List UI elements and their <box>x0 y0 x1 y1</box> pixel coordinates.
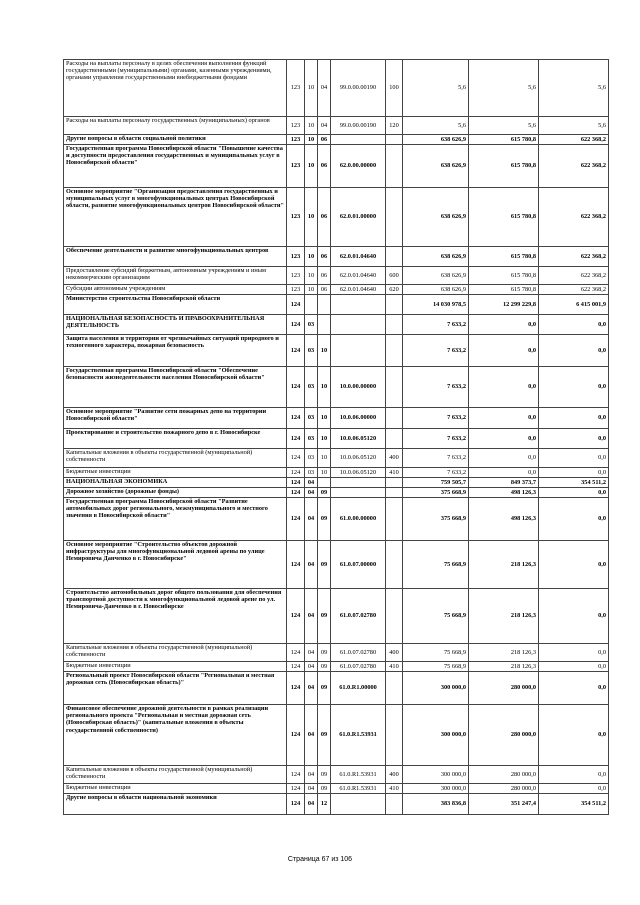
row-name: Капитальные вложения в объекты государственной (муниципальной) собственности <box>64 449 287 468</box>
expense-type-code: 410 <box>386 662 403 672</box>
section-code: 04 <box>305 672 318 705</box>
grbs-code: 123 <box>287 267 305 285</box>
row-name: Министерство строительства Новосибирской области <box>64 295 287 315</box>
target-article-code <box>331 135 386 145</box>
section-code: 03 <box>305 429 318 449</box>
amount-year-1: 300 000,0 <box>403 705 469 766</box>
section-code: 03 <box>305 335 318 367</box>
expense-type-code: 400 <box>386 766 403 784</box>
amount-year-3: 0,0 <box>539 662 609 672</box>
target-article-code: 62.0.01.04640 <box>331 267 386 285</box>
expense-type-code: 410 <box>386 468 403 478</box>
page-number: Страница 67 из 106 <box>287 856 353 863</box>
expense-type-code: 600 <box>386 267 403 285</box>
amount-year-1: 75 668,9 <box>403 662 469 672</box>
grbs-code: 123 <box>287 188 305 247</box>
target-article-code: 62.0.00.00000 <box>331 145 386 188</box>
amount-year-1: 638 626,9 <box>403 285 469 295</box>
amount-year-1: 375 668,9 <box>403 498 469 541</box>
row-name: Обеспечение деятельности и развитие многофункциональных центров <box>64 247 287 267</box>
section-code: 04 <box>305 794 318 815</box>
amount-year-3: 622 368,2 <box>539 247 609 267</box>
amount-year-3: 5,6 <box>539 60 609 117</box>
subsection-code: 09 <box>318 784 331 794</box>
section-code: 03 <box>305 315 318 335</box>
row-name: НАЦИОНАЛЬНАЯ ЭКОНОМИКА <box>64 478 287 488</box>
expense-type-code <box>386 315 403 335</box>
subsection-code: 09 <box>318 589 331 644</box>
amount-year-2: 280 000,0 <box>469 672 539 705</box>
subsection-code <box>318 478 331 488</box>
amount-year-2: 12 299 229,8 <box>469 295 539 315</box>
table-body <box>64 60 609 815</box>
row-name: Бюджетные инвестиции <box>64 468 287 478</box>
expense-type-code <box>386 541 403 589</box>
amount-year-1: 7 633,2 <box>403 335 469 367</box>
subsection-code: 06 <box>318 135 331 145</box>
row-name: Защита населения и территории от чрезвычайных ситуаций природного и техногенного характера, пожарная безопасность <box>64 335 287 367</box>
amount-year-3: 6 415 001,9 <box>539 295 609 315</box>
grbs-code: 124 <box>287 408 305 429</box>
target-article-code: 10.0.06.05120 <box>331 449 386 468</box>
amount-year-2: 0,0 <box>469 408 539 429</box>
section-code: 10 <box>305 267 318 285</box>
grbs-code: 124 <box>287 335 305 367</box>
section-code: 04 <box>305 498 318 541</box>
subsection-code: 10 <box>318 408 331 429</box>
grbs-code: 123 <box>287 135 305 145</box>
amount-year-1: 7 633,2 <box>403 367 469 408</box>
target-article-code: 61.0.07.02780 <box>331 644 386 662</box>
amount-year-1: 638 626,9 <box>403 188 469 247</box>
grbs-code: 124 <box>287 794 305 815</box>
amount-year-3: 0,0 <box>539 449 609 468</box>
target-article-code: 61.0.R1.53931 <box>331 784 386 794</box>
target-article-code: 10.0.06.00000 <box>331 408 386 429</box>
target-article-code: 62.0.01.04640 <box>331 285 386 295</box>
amount-year-1: 638 626,9 <box>403 135 469 145</box>
expense-type-code <box>386 589 403 644</box>
section-code: 10 <box>305 247 318 267</box>
amount-year-3: 354 511,2 <box>539 478 609 488</box>
amount-year-3: 0,0 <box>539 367 609 408</box>
target-article-code <box>331 794 386 815</box>
row-name: НАЦИОНАЛЬНАЯ БЕЗОПАСНОСТЬ И ПРАВООХРАНИТЕЛЬНАЯ ДЕЯТЕЛЬНОСТЬ <box>64 315 287 335</box>
amount-year-3: 622 368,2 <box>539 188 609 247</box>
section-code: 10 <box>305 135 318 145</box>
grbs-code: 124 <box>287 429 305 449</box>
section-code: 04 <box>305 541 318 589</box>
amount-year-2: 280 000,0 <box>469 705 539 766</box>
table-row <box>64 315 609 335</box>
subsection-code: 09 <box>318 766 331 784</box>
amount-year-1: 7 633,2 <box>403 449 469 468</box>
amount-year-3: 0,0 <box>539 766 609 784</box>
expense-type-code: 620 <box>386 285 403 295</box>
grbs-code: 123 <box>287 285 305 295</box>
table-row <box>64 766 609 784</box>
table-row <box>64 784 609 794</box>
target-article-code: 61.0.R1.53931 <box>331 766 386 784</box>
amount-year-2: 351 247,4 <box>469 794 539 815</box>
table-row <box>64 135 609 145</box>
table-row <box>64 367 609 408</box>
subsection-code: 10 <box>318 335 331 367</box>
amount-year-2: 0,0 <box>469 449 539 468</box>
subsection-code: 10 <box>318 468 331 478</box>
amount-year-3: 0,0 <box>539 705 609 766</box>
amount-year-3: 0,0 <box>539 672 609 705</box>
grbs-code: 124 <box>287 541 305 589</box>
section-code: 04 <box>305 644 318 662</box>
table-row <box>64 408 609 429</box>
grbs-code: 124 <box>287 367 305 408</box>
target-article-code: 10.0.06.05120 <box>331 468 386 478</box>
row-name: Капитальные вложения в объекты государственной (муниципальной) собственности <box>64 766 287 784</box>
subsection-code: 06 <box>318 145 331 188</box>
section-code: 03 <box>305 408 318 429</box>
expense-type-code: 100 <box>386 60 403 117</box>
amount-year-2: 218 126,3 <box>469 662 539 672</box>
section-code: 04 <box>305 784 318 794</box>
amount-year-3: 0,0 <box>539 488 609 498</box>
section-code: 04 <box>305 705 318 766</box>
row-name: Дорожное хозяйство (дорожные фонды) <box>64 488 287 498</box>
subsection-code: 10 <box>318 367 331 408</box>
table-row <box>64 794 609 815</box>
row-name: Основное мероприятие "Строительство объектов дорожной инфраструктуры для многофункциональной ледовой арены по улице Немировича Данченко в г. Новосибирске" <box>64 541 287 589</box>
amount-year-1: 300 000,0 <box>403 766 469 784</box>
expense-type-code <box>386 794 403 815</box>
subsection-code: 10 <box>318 449 331 468</box>
amount-year-3: 0,0 <box>539 335 609 367</box>
target-article-code: 61.0.07.00000 <box>331 541 386 589</box>
row-name: Другие вопросы в области национальной экономики <box>64 794 287 815</box>
expense-type-code: 410 <box>386 784 403 794</box>
section-code: 03 <box>305 449 318 468</box>
subsection-code: 12 <box>318 794 331 815</box>
amount-year-2: 615 780,8 <box>469 267 539 285</box>
table-row <box>64 295 609 315</box>
target-article-code: 10.0.06.05120 <box>331 429 386 449</box>
table-row <box>64 644 609 662</box>
grbs-code: 124 <box>287 488 305 498</box>
row-name: Бюджетные инвестиции <box>64 662 287 672</box>
row-name: Строительство автомобильных дорог общего пользования для обеспечения транспортной доступности к многофункциональной ледовой арене по ул. Немировича-Данченко в г. Новосибирске <box>64 589 287 644</box>
amount-year-2: 5,6 <box>469 117 539 135</box>
target-article-code: 99.0.00.00190 <box>331 117 386 135</box>
table-row <box>64 429 609 449</box>
target-article-code <box>331 315 386 335</box>
amount-year-1: 5,6 <box>403 60 469 117</box>
table-row <box>64 188 609 247</box>
grbs-code: 124 <box>287 315 305 335</box>
section-code: 10 <box>305 285 318 295</box>
expense-type-code <box>386 335 403 367</box>
section-code: 10 <box>305 188 318 247</box>
subsection-code: 10 <box>318 429 331 449</box>
subsection-code: 09 <box>318 705 331 766</box>
table-row <box>64 247 609 267</box>
amount-year-3: 622 368,2 <box>539 285 609 295</box>
section-code: 04 <box>305 488 318 498</box>
table-row <box>64 541 609 589</box>
target-article-code <box>331 335 386 367</box>
grbs-code: 123 <box>287 247 305 267</box>
amount-year-1: 75 668,9 <box>403 644 469 662</box>
section-code: 04 <box>305 662 318 672</box>
amount-year-3: 622 368,2 <box>539 267 609 285</box>
table-row <box>64 468 609 478</box>
amount-year-2: 218 126,3 <box>469 644 539 662</box>
subsection-code: 06 <box>318 247 331 267</box>
subsection-code: 04 <box>318 117 331 135</box>
amount-year-1: 638 626,9 <box>403 247 469 267</box>
budget-table <box>63 59 609 815</box>
target-article-code: 99.0.00.00190 <box>331 60 386 117</box>
row-name: Основное мероприятие "Развитие сети пожарных депо на территории Новосибирской области" <box>64 408 287 429</box>
expense-type-code <box>386 672 403 705</box>
grbs-code: 124 <box>287 498 305 541</box>
amount-year-1: 75 668,9 <box>403 589 469 644</box>
section-code: 03 <box>305 468 318 478</box>
expense-type-code <box>386 498 403 541</box>
row-name: Предоставление субсидий бюджетным, автономным учреждениям и иным некоммерческим организациям <box>64 267 287 285</box>
grbs-code: 124 <box>287 784 305 794</box>
amount-year-2: 615 780,8 <box>469 145 539 188</box>
amount-year-2: 0,0 <box>469 468 539 478</box>
table-row <box>64 60 609 117</box>
target-article-code: 61.0.00.00000 <box>331 498 386 541</box>
row-name: Бюджетные инвестиции <box>64 784 287 794</box>
amount-year-2: 849 373,7 <box>469 478 539 488</box>
amount-year-2: 615 780,8 <box>469 188 539 247</box>
table-row <box>64 589 609 644</box>
grbs-code: 124 <box>287 662 305 672</box>
amount-year-1: 7 633,2 <box>403 315 469 335</box>
expense-type-code <box>386 478 403 488</box>
row-name: Финансовое обеспечение дорожной деятельности в рамках реализации регионального проекта "Региональная и местная дорожная сеть (Новосибирская область)" (капитальные вложения в объекты государственной собственности) <box>64 705 287 766</box>
amount-year-1: 300 000,0 <box>403 784 469 794</box>
amount-year-3: 0,0 <box>539 498 609 541</box>
subsection-code: 06 <box>318 188 331 247</box>
table-row <box>64 145 609 188</box>
amount-year-2: 0,0 <box>469 315 539 335</box>
grbs-code: 124 <box>287 672 305 705</box>
table-row <box>64 705 609 766</box>
expense-type-code <box>386 488 403 498</box>
row-name: Проектирование и строительство пожарного депо в г. Новосибирске <box>64 429 287 449</box>
subsection-code: 09 <box>318 488 331 498</box>
row-name: Другие вопросы в области социальной политики <box>64 135 287 145</box>
grbs-code: 124 <box>287 589 305 644</box>
section-code: 10 <box>305 60 318 117</box>
table-row <box>64 267 609 285</box>
amount-year-1: 14 030 978,5 <box>403 295 469 315</box>
amount-year-3: 0,0 <box>539 315 609 335</box>
expense-type-code <box>386 408 403 429</box>
target-article-code: 10.0.00.00000 <box>331 367 386 408</box>
table-row <box>64 449 609 468</box>
subsection-code: 09 <box>318 498 331 541</box>
amount-year-2: 0,0 <box>469 429 539 449</box>
amount-year-2: 0,0 <box>469 335 539 367</box>
amount-year-1: 375 668,9 <box>403 488 469 498</box>
subsection-code: 04 <box>318 60 331 117</box>
subsection-code: 09 <box>318 662 331 672</box>
grbs-code: 123 <box>287 145 305 188</box>
expense-type-code <box>386 367 403 408</box>
expense-type-code <box>386 145 403 188</box>
amount-year-3: 0,0 <box>539 468 609 478</box>
table-row <box>64 335 609 367</box>
expense-type-code: 400 <box>386 644 403 662</box>
amount-year-3: 354 511,2 <box>539 794 609 815</box>
row-name: Региональный проект Новосибирской области "Региональная и местная дорожная сеть (Новосибирская область)" <box>64 672 287 705</box>
expense-type-code <box>386 247 403 267</box>
table-row <box>64 498 609 541</box>
amount-year-3: 0,0 <box>539 541 609 589</box>
amount-year-1: 300 000,0 <box>403 672 469 705</box>
amount-year-1: 75 668,9 <box>403 541 469 589</box>
table-row <box>64 662 609 672</box>
section-code: 03 <box>305 367 318 408</box>
expense-type-code <box>386 295 403 315</box>
row-name: Государственная программа Новосибирской области "Повышение качества и доступности предоставления государственных и муниципальных услуг в Новосибирской области" <box>64 145 287 188</box>
amount-year-1: 7 633,2 <box>403 468 469 478</box>
row-name: Расходы на выплаты персоналу в целях обеспечения выполнения функций государственными (муниципальными) органами, казенными учреждениями, органами управления государственными внебюджетными фондами <box>64 60 287 117</box>
amount-year-3: 622 368,2 <box>539 135 609 145</box>
subsection-code <box>318 295 331 315</box>
grbs-code: 124 <box>287 468 305 478</box>
amount-year-1: 638 626,9 <box>403 145 469 188</box>
amount-year-2: 5,6 <box>469 60 539 117</box>
amount-year-2: 280 000,0 <box>469 766 539 784</box>
target-article-code <box>331 295 386 315</box>
grbs-code: 124 <box>287 449 305 468</box>
table-row <box>64 117 609 135</box>
amount-year-2: 615 780,8 <box>469 135 539 145</box>
subsection-code: 09 <box>318 644 331 662</box>
subsection-code: 09 <box>318 541 331 589</box>
amount-year-2: 280 000,0 <box>469 784 539 794</box>
amount-year-1: 7 633,2 <box>403 408 469 429</box>
grbs-code: 124 <box>287 705 305 766</box>
amount-year-2: 615 780,8 <box>469 285 539 295</box>
subsection-code <box>318 315 331 335</box>
target-article-code: 62.0.01.04640 <box>331 247 386 267</box>
amount-year-3: 622 368,2 <box>539 145 609 188</box>
subsection-code: 09 <box>318 672 331 705</box>
target-article-code: 61.0.R1.00000 <box>331 672 386 705</box>
expense-type-code <box>386 135 403 145</box>
amount-year-3: 0,0 <box>539 784 609 794</box>
section-code: 04 <box>305 589 318 644</box>
amount-year-3: 0,0 <box>539 408 609 429</box>
grbs-code: 124 <box>287 478 305 488</box>
section-code: 10 <box>305 145 318 188</box>
amount-year-3: 5,6 <box>539 117 609 135</box>
row-name: Государственная программа Новосибирской области "Обеспечение безопасности жизнедеятельности населения Новосибирской области" <box>64 367 287 408</box>
expense-type-code <box>386 429 403 449</box>
table-row <box>64 488 609 498</box>
amount-year-2: 498 126,3 <box>469 488 539 498</box>
grbs-code: 124 <box>287 295 305 315</box>
amount-year-2: 218 126,3 <box>469 541 539 589</box>
grbs-code: 124 <box>287 766 305 784</box>
target-article-code <box>331 478 386 488</box>
amount-year-2: 615 780,8 <box>469 247 539 267</box>
row-name: Субсидии автономным учреждениям <box>64 285 287 295</box>
amount-year-1: 5,6 <box>403 117 469 135</box>
section-code: 04 <box>305 766 318 784</box>
amount-year-1: 638 626,9 <box>403 267 469 285</box>
table-row <box>64 478 609 488</box>
row-name: Капитальные вложения в объекты государственной (муниципальной) собственности <box>64 644 287 662</box>
target-article-code <box>331 488 386 498</box>
row-name: Расходы на выплаты персоналу государственных (муниципальных) органов <box>64 117 287 135</box>
grbs-code: 124 <box>287 644 305 662</box>
target-article-code: 61.0.07.02780 <box>331 589 386 644</box>
amount-year-2: 498 126,3 <box>469 498 539 541</box>
amount-year-2: 0,0 <box>469 367 539 408</box>
amount-year-1: 383 836,8 <box>403 794 469 815</box>
grbs-code: 123 <box>287 60 305 117</box>
expense-type-code <box>386 188 403 247</box>
amount-year-3: 0,0 <box>539 429 609 449</box>
section-code <box>305 295 318 315</box>
amount-year-3: 0,0 <box>539 644 609 662</box>
amount-year-2: 218 126,3 <box>469 589 539 644</box>
amount-year-1: 7 633,2 <box>403 429 469 449</box>
expense-type-code <box>386 705 403 766</box>
section-code: 10 <box>305 117 318 135</box>
expense-type-code: 120 <box>386 117 403 135</box>
table-row <box>64 672 609 705</box>
section-code: 04 <box>305 478 318 488</box>
grbs-code: 123 <box>287 117 305 135</box>
amount-year-3: 0,0 <box>539 589 609 644</box>
target-article-code: 61.0.R1.53931 <box>331 705 386 766</box>
row-name: Основное мероприятие "Организация предоставления государственных и муниципальных услуг в многофункциональных центрах Новосибирской области, развитие многофункциональных центров Новосибирской области" <box>64 188 287 247</box>
amount-year-1: 759 505,7 <box>403 478 469 488</box>
subsection-code: 06 <box>318 285 331 295</box>
row-name: Государственная программа Новосибирской области "Развитие автомобильных дорог регионального, межмуниципального и местного значения в Новосибирской области" <box>64 498 287 541</box>
expense-type-code: 400 <box>386 449 403 468</box>
subsection-code: 06 <box>318 267 331 285</box>
target-article-code: 62.0.01.00000 <box>331 188 386 247</box>
table-row <box>64 285 609 295</box>
target-article-code: 61.0.07.02780 <box>331 662 386 672</box>
